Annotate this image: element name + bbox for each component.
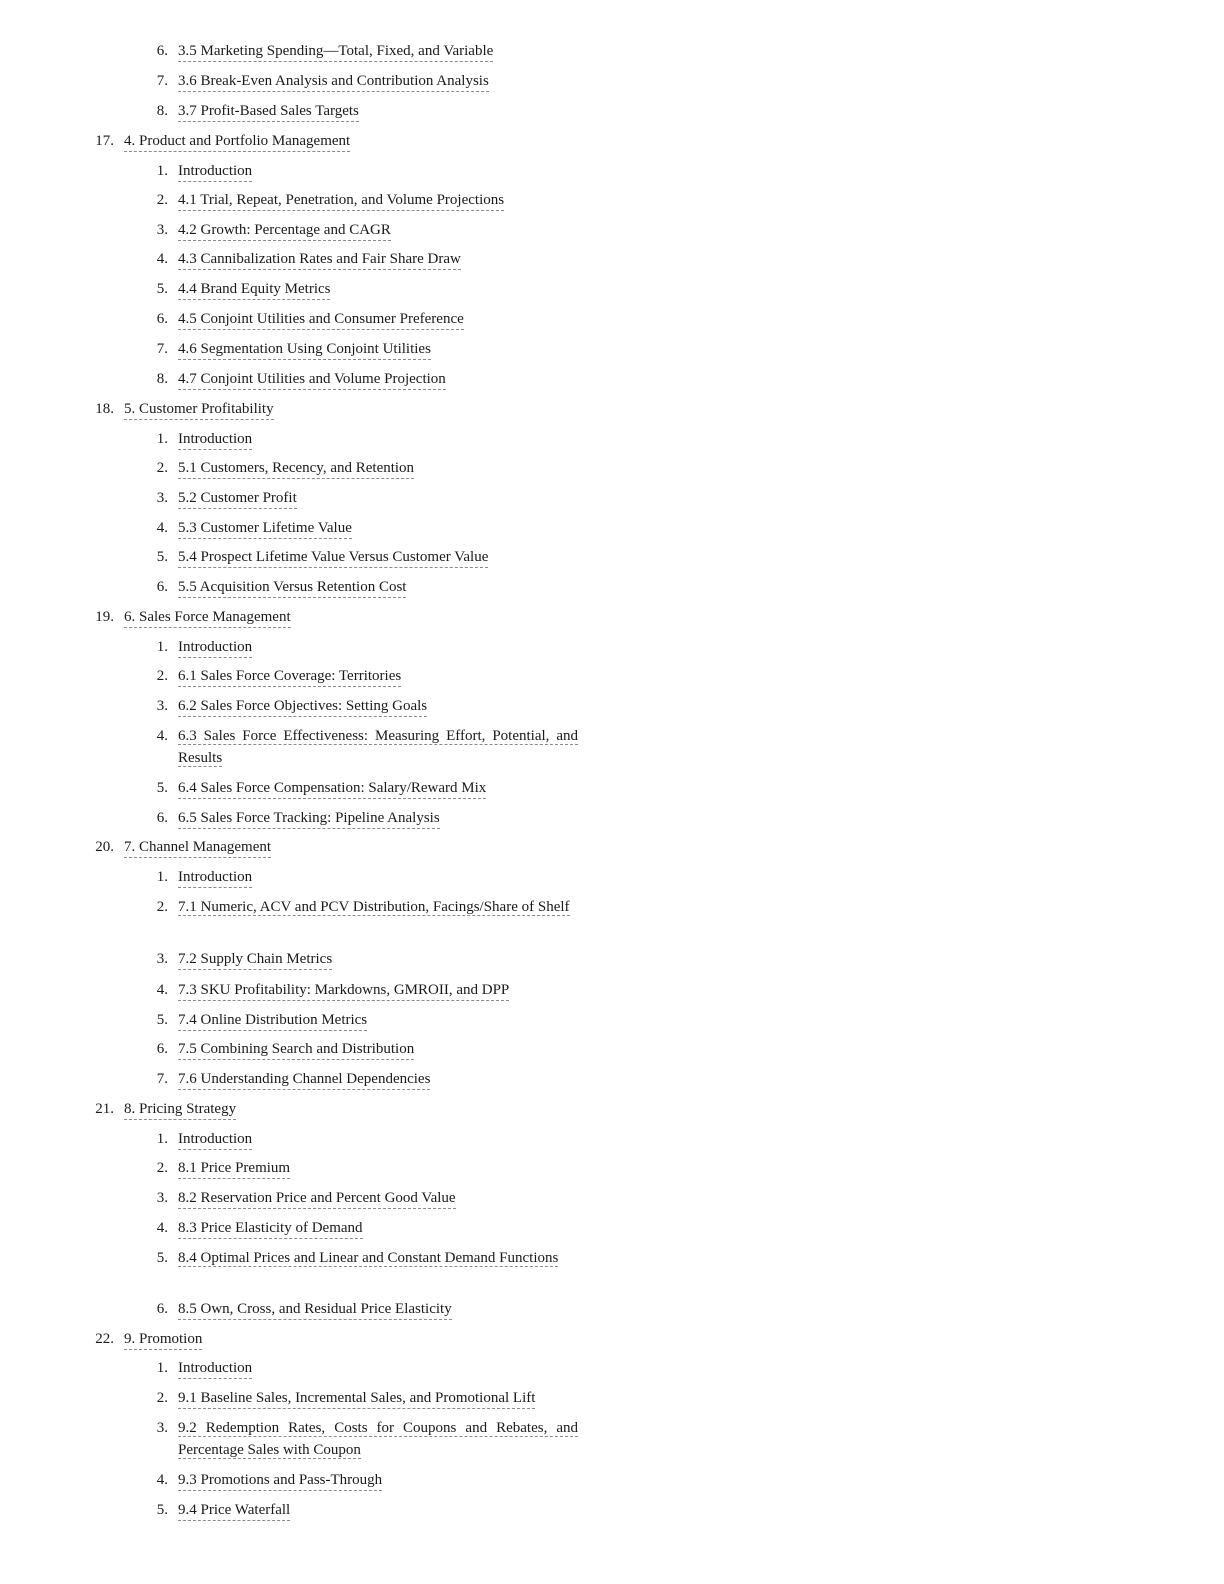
toc-section-entry [156,100,359,122]
toc-entry-link[interactable]: 8.5 Own, Cross, and Residual Price Elasticity [178,1299,452,1320]
toc-entry-link[interactable]: 6.1 Sales Force Coverage: Territories [178,666,401,687]
toc-entry-number: 7. [156,341,168,357]
toc-entry-number: 4. [156,251,168,267]
toc-section-entry [156,457,415,479]
toc-section-entry [156,1217,363,1239]
toc-entry-link[interactable]: 6.2 Sales Force Objectives: Setting Goals [178,696,427,717]
toc-entry-link[interactable]: Introduction [178,637,252,658]
toc-entry-link[interactable]: 7.5 Combining Search and Distribution [178,1039,414,1060]
toc-entry-link[interactable]: 7.4 Online Distribution Metrics [178,1010,367,1031]
toc-entry-number: 3. [156,1420,168,1436]
toc-entry-link[interactable]: 5.1 Customers, Recency, and Retention [178,458,414,479]
toc-entry-number: 5. [156,1502,168,1518]
toc-section-entry [156,1247,578,1269]
toc-section-entry [156,979,510,1001]
toc-entry-number: 19. [95,609,114,625]
toc-section-entry [156,338,431,360]
toc-entry-number: 22. [95,1331,114,1347]
toc-entry-link[interactable]: 5. Customer Profitability [124,399,274,420]
toc-entry-link[interactable]: 7.1 Numeric, ACV and PCV Distribution, Facings/Share of Shelf [178,899,570,915]
toc-section-entry [156,777,487,799]
toc-entry-number: 1. [156,1131,168,1147]
toc-entry-link[interactable]: 8.1 Price Premium [178,1158,290,1179]
toc-entry-link[interactable]: 8.3 Price Elasticity of Demand [178,1218,363,1239]
toc-entry-link[interactable]: 3.5 Marketing Spending—Total, Fixed, and Variable [178,41,493,62]
toc-section-entry [156,1068,431,1090]
toc-chapter-entry [95,1328,203,1350]
toc-section-entry [156,1387,536,1409]
toc-section-entry [156,1128,253,1150]
toc-entry-link[interactable]: 4.4 Brand Equity Metrics [178,279,330,300]
toc-section-entry [156,576,407,598]
toc-section-entry [156,368,446,390]
toc-entry-link[interactable]: 9.2 Redemption Rates, Costs for Coupons and Rebates, and Percentage Sales with Coupon [178,1420,578,1458]
toc-entry-link[interactable]: 5.4 Prospect Lifetime Value Versus Customer Value [178,547,488,568]
toc-entry-link[interactable]: 4.7 Conjoint Utilities and Volume Projection [178,369,446,390]
toc-entry-number: 4. [156,520,168,536]
toc-entry-link[interactable]: 9. Promotion [124,1329,202,1350]
toc-entry-link[interactable]: 7.6 Understanding Channel Dependencies [178,1069,430,1090]
toc-entry-link[interactable]: Introduction [178,1129,252,1150]
toc-entry-number: 18. [95,401,114,417]
toc-entry-number: 6. [156,810,168,826]
toc-entry-number: 3. [156,951,168,967]
toc-section-entry [156,1499,291,1521]
toc-entry-number: 5. [156,780,168,796]
toc-entry-number: 4. [156,982,168,998]
toc-entry-number: 2. [156,1160,168,1176]
toc-section-entry [156,807,440,829]
toc-entry-link[interactable]: 6.5 Sales Force Tracking: Pipeline Analysis [178,808,440,829]
toc-section-entry [156,948,333,970]
toc-section-entry [156,1038,415,1060]
toc-entry-link[interactable]: 5.5 Acquisition Versus Retention Cost [178,577,406,598]
toc-entry-link[interactable]: 4.3 Cannibalization Rates and Fair Share Draw [178,249,461,270]
toc-entry-number: 5. [156,1250,168,1266]
toc-section-entry [156,1298,452,1320]
toc-entry-number: 5. [156,549,168,565]
toc-section-entry [156,248,461,270]
toc-entry-number: 6. [156,43,168,59]
toc-entry-link[interactable]: 7. Channel Management [124,837,271,858]
toc-entry-number: 7. [156,73,168,89]
toc-entry-link[interactable]: 4.5 Conjoint Utilities and Consumer Preference [178,309,464,330]
toc-entry-link[interactable]: 4.1 Trial, Repeat, Penetration, and Volume Projections [178,190,504,211]
toc-section-entry [156,896,578,918]
toc-entry-number: 1. [156,639,168,655]
toc-entry-number: 7. [156,1071,168,1087]
toc-section-entry [156,1417,578,1461]
toc-entry-number: 2. [156,460,168,476]
toc-entry-link[interactable]: 3.7 Profit-Based Sales Targets [178,101,359,122]
toc-chapter-entry [95,606,291,628]
toc-chapter-entry [95,1098,237,1120]
toc-entry-number: 1. [156,869,168,885]
toc-entry-link[interactable]: 5.3 Customer Lifetime Value [178,518,352,539]
toc-section-entry [156,189,505,211]
toc-section-entry [156,1357,253,1379]
toc-section-entry [156,665,402,687]
toc-section-entry [156,1469,383,1491]
toc-section-entry [156,70,489,92]
toc-entry-number: 2. [156,1390,168,1406]
toc-entry-number: 20. [95,839,114,855]
toc-section-entry [156,695,428,717]
toc-section-entry [156,636,253,658]
toc-entry-link[interactable]: 3.6 Break-Even Analysis and Contribution Analysis [178,71,489,92]
toc-entry-link[interactable]: Introduction [178,1358,252,1379]
toc-entry-number: 2. [156,668,168,684]
toc-section-entry [156,517,352,539]
toc-entry-number: 6. [156,579,168,595]
toc-section-entry [156,1009,368,1031]
toc-section-entry [156,1187,456,1209]
toc-section-entry [156,40,494,62]
toc-entry-link[interactable]: Introduction [178,429,252,450]
toc-entry-link[interactable]: 8. Pricing Strategy [124,1099,236,1120]
toc-entry-number: 5. [156,281,168,297]
toc-entry-number: 17. [95,133,114,149]
toc-entry-link[interactable]: 4.6 Segmentation Using Conjoint Utilities [178,339,431,360]
toc-entry-number: 4. [156,1220,168,1236]
toc-entry-number: 5. [156,1012,168,1028]
toc-entry-link[interactable]: 7.3 SKU Profitability: Markdowns, GMROII, and DPP [178,980,509,1001]
toc-entry-number: 6. [156,1041,168,1057]
toc-section-entry [156,487,297,509]
toc-entry-link[interactable]: 8.2 Reservation Price and Percent Good Value [178,1188,456,1209]
toc-entry-link[interactable]: 9.4 Price Waterfall [178,1500,290,1521]
toc-entry-number: 4. [156,1472,168,1488]
toc-section-entry [156,160,253,182]
toc-entry-number: 3. [156,698,168,714]
toc-entry-number: 8. [156,103,168,119]
toc-section-entry [156,1157,291,1179]
toc-chapter-entry [95,398,274,420]
toc-entry-number: 2. [156,899,168,915]
toc-section-entry [156,278,331,300]
toc-entry-link[interactable]: Introduction [178,161,252,182]
toc-entry-number: 6. [156,311,168,327]
toc-entry-number: 1. [156,163,168,179]
toc-entry-number: 1. [156,431,168,447]
toc-entry-number: 2. [156,192,168,208]
toc-chapter-entry [95,836,272,858]
toc-entry-number: 21. [95,1101,114,1117]
toc-entry-link[interactable]: 6.3 Sales Force Effectiveness: Measuring Effort, Potential, and Results [178,728,578,766]
toc-section-entry [156,546,489,568]
toc-chapter-entry [95,130,351,152]
toc-entry-link[interactable]: 4.2 Growth: Percentage and CAGR [178,220,391,241]
toc-entry-number: 1. [156,1360,168,1376]
toc-entry-number: 3. [156,1190,168,1206]
toc-section-entry [156,219,391,241]
toc-section-entry [156,866,253,888]
toc-section-entry [156,725,578,769]
toc-entry-number: 3. [156,490,168,506]
toc-entry-link[interactable]: 6.4 Sales Force Compensation: Salary/Reward Mix [178,778,486,799]
toc-entry-number: 3. [156,222,168,238]
toc-entry-link[interactable]: 9.1 Baseline Sales, Incremental Sales, and Promotional Lift [178,1388,535,1409]
toc-entry-link[interactable]: Introduction [178,867,252,888]
toc-entry-link[interactable]: 5.2 Customer Profit [178,488,297,509]
toc-entry-link[interactable]: 8.4 Optimal Prices and Linear and Constant Demand Functions [178,1250,559,1266]
toc-entry-number: 8. [156,371,168,387]
toc-entry-link[interactable]: 9.3 Promotions and Pass-Through [178,1470,382,1491]
toc-entry-link[interactable]: 4. Product and Portfolio Management [124,131,350,152]
toc-entry-number: 6. [156,1301,168,1317]
toc-section-entry [156,308,464,330]
toc-section-entry [156,428,253,450]
toc-entry-link[interactable]: 6. Sales Force Management [124,607,291,628]
toc-entry-number: 4. [156,728,168,744]
toc-entry-link[interactable]: 7.2 Supply Chain Metrics [178,949,332,970]
